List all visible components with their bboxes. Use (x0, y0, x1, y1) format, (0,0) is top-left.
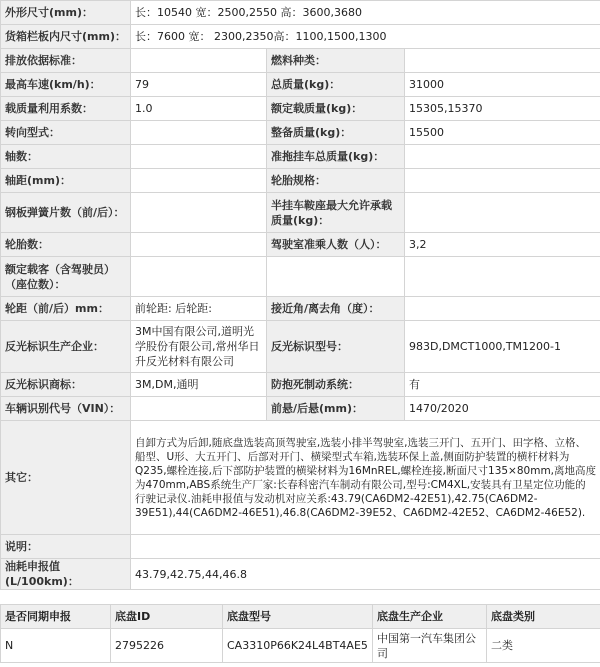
chassis-cell: CA3310P66K24L4BT4AE5 (223, 629, 373, 663)
spec-value (131, 193, 267, 233)
chassis-header: 底盘类别 (487, 605, 600, 629)
spec-label: 前悬/后悬(mm)： (267, 397, 405, 421)
spec-label: 其它： (1, 421, 131, 535)
spec-value (131, 535, 600, 559)
spec-value: 1.0 (131, 97, 267, 121)
spec-value: 长：7600 宽： 2300,2350高：1100,1500,1300 (131, 25, 600, 49)
spec-value: 长：10540 宽：2500,2550 高：3600,3680 (131, 1, 600, 25)
spec-label: 外形尺寸(mm)： (1, 1, 131, 25)
spec-label: 载质量利用系数： (1, 97, 131, 121)
chassis-header: 底盘生产企业 (373, 605, 487, 629)
spec-value: 31000 (405, 73, 600, 97)
spec-label: 总质量(kg)： (267, 73, 405, 97)
chassis-table (0, 604, 600, 663)
spec-label: 反光标识生产企业： (1, 321, 131, 373)
spec-value (131, 397, 267, 421)
spec-value: 15305,15370 (405, 97, 600, 121)
spec-label: 接近角/离去角（度）： (267, 297, 405, 321)
spec-label: 转向型式： (1, 121, 131, 145)
spec-label: 反光标识型号： (267, 321, 405, 373)
spec-value (131, 169, 267, 193)
chassis-header: 是否同期申报 (1, 605, 111, 629)
spec-label: 排放依据标准： (1, 49, 131, 73)
spec-label: 油耗申报值(L/100km)： (1, 559, 131, 590)
spec-label: 轮距（前/后）mm： (1, 297, 131, 321)
spec-value (131, 121, 267, 145)
spec-value: 3,2 (405, 233, 600, 257)
spec-value (131, 145, 267, 169)
spec-label: 货箱栏板内尺寸(mm)： (1, 25, 131, 49)
spec-label: 说明： (1, 535, 131, 559)
spec-value (405, 257, 600, 297)
chassis-cell: 二类 (487, 629, 600, 663)
spec-label: 轴数： (1, 145, 131, 169)
spec-label: 反光标识商标： (1, 373, 131, 397)
spec-value (405, 145, 600, 169)
chassis-cell: 中国第一汽车集团公司 (373, 629, 487, 663)
spec-label: 整备质量(kg)： (267, 121, 405, 145)
chassis-header: 底盘型号 (223, 605, 373, 629)
spec-label: 车辆识别代号（VIN）： (1, 397, 131, 421)
chassis-header: 底盘ID (111, 605, 223, 629)
spec-label: 最高车速(km/h)： (1, 73, 131, 97)
spec-value (405, 49, 600, 73)
spec-value: 983D,DMCT1000,TM1200-1 (405, 321, 600, 373)
spec-value (405, 169, 600, 193)
spec-label: 驾驶室准乘人数（人）： (267, 233, 405, 257)
spec-label: 准拖挂车总质量(kg)： (267, 145, 405, 169)
chassis-cell: 2795226 (111, 629, 223, 663)
spec-label: 轴距(mm)： (1, 169, 131, 193)
spec-value: 自卸方式为后卸,随底盘选装高顶驾驶室,选装小排半驾驶室,选装三开门、五开门、田字格、立格、船型、U形、大五开门、后部对开门、横梁型式车箱,选装环保上盖,侧面防护装置的横杆材料为Q235,螺栓连接,后下部防护装置的横梁材料为16MnREL,螺栓连接,断面尺寸135×80mm,离地高度为470mm,ABS系统生产厂家:长春科密汽车制动有限公司,型号:CM4XL,安装具有卫星定位功能的行驶记录仪.油耗申报值与发动机对应关系:43.79(CA6DM2-42E51),42.75(CA6DM2-39E51),44(CA6DM2-46E51),46.8(CA6DM2-39E52、CA6DM2-42E52、CA6DM2-46E52). (131, 421, 600, 535)
spec-label: 额定载质量(kg)： (267, 97, 405, 121)
spec-label: 轮胎数： (1, 233, 131, 257)
spec-value: 有 (405, 373, 600, 397)
spec-label: 半挂车鞍座最大允许承载质量(kg)： (267, 193, 405, 233)
spec-value (131, 257, 267, 297)
spec-value: 79 (131, 73, 267, 97)
spec-value: 15500 (405, 121, 600, 145)
spec-value (131, 233, 267, 257)
spec-label: 燃料种类： (267, 49, 405, 73)
spec-label: 防抱死制动系统： (267, 373, 405, 397)
spec-value: 1470/2020 (405, 397, 600, 421)
spec-value (131, 49, 267, 73)
spec-value: 43.79,42.75,44,46.8 (131, 559, 600, 590)
table-row (1, 629, 600, 663)
spec-label (267, 257, 405, 297)
chassis-cell: N (1, 629, 111, 663)
spec-value: 3M中国有限公司,道明光学股份有限公司,常州华日升反光材料有限公司 (131, 321, 267, 373)
spec-label: 轮胎规格： (267, 169, 405, 193)
spec-value: 前轮距: 后轮距: (131, 297, 267, 321)
spec-value: 3M,DM,通明 (131, 373, 267, 397)
spec-value (405, 297, 600, 321)
spec-label: 钢板弹簧片数（前/后）： (1, 193, 131, 233)
spec-label: 额定载客（含驾驶员）（座位数）： (1, 257, 131, 297)
spec-value (405, 193, 600, 233)
